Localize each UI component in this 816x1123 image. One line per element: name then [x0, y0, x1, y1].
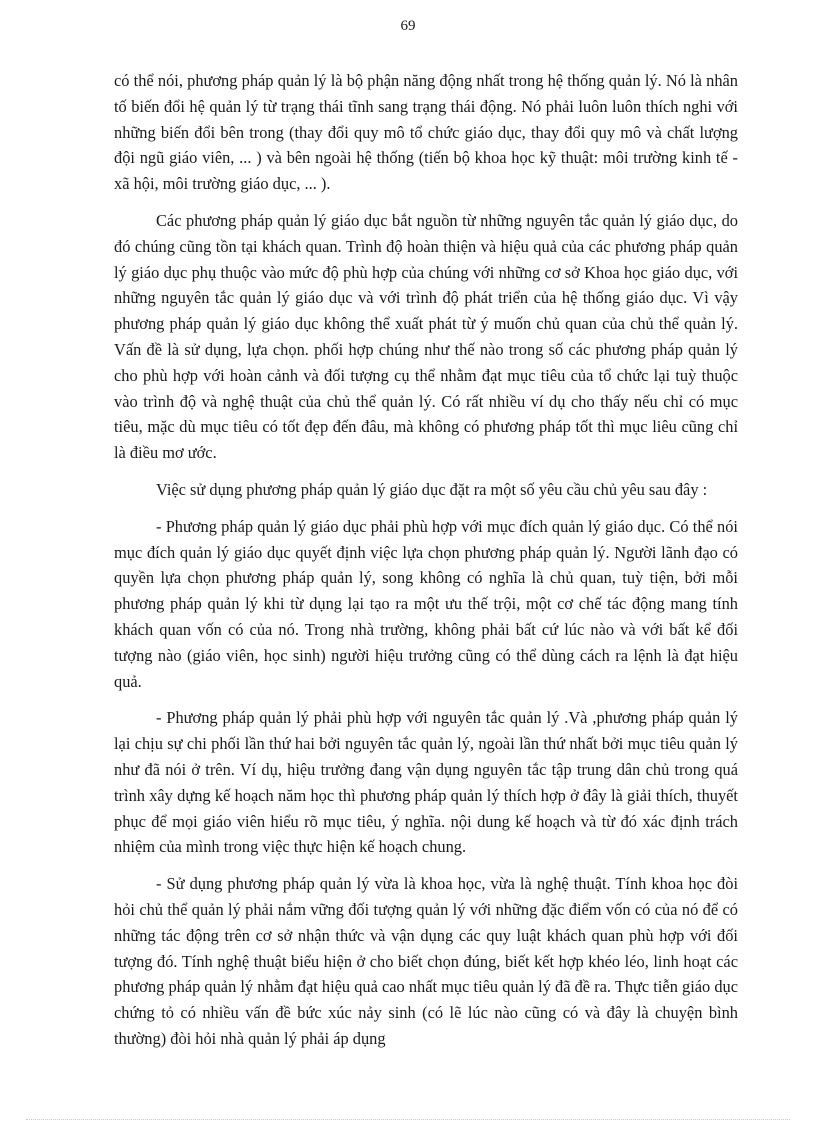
list-item-paragraph: - Phương pháp quản lý phải phù hợp với nguyên tắc quản lý .Và ,phương pháp quản lý lại chịu sự chi phối lần thứ hai bởi nguyên tắc quản lý, ngoài lần thứ nhất bởi mục tiêu quản lý như đã nói ở trên. Ví dụ, hiệu trưởng đang vận dụng nguyên tắc tập trung dân chủ trong quá trình xây dựng kế hoạch năm học thì phương pháp quản lý thích hợp ở đây là giải thích, thuyết phục để mọi giáo viên hiểu rõ mục tiêu, ý nghĩa. nội dung kế hoạch và từ đó xác định trách nhiệm của mình trong việc thực hiện kế hoạch chung. — [114, 708, 738, 857]
paragraph-continuation: có thể nói, phương pháp quản lý là bộ phận năng động nhất trong hệ thống quản lý. Nó là nhân tố biến đổi hệ quản lý từ trạng thái tĩnh sang trạng thái động. Nó phải luôn luôn thích nghi với những biến đổi bên trong (thay đổi quy mô tổ chức giáo dục, thay đổi quy mô và chất lượng đội ngũ giáo viên, ... ) và bên ngoài hệ thống (tiến bộ khoa học kỹ thuật: môi trường kinh tế - xã hội, môi trường giáo dục, ... ). — [114, 71, 738, 194]
page-bottom-divider — [26, 1119, 790, 1120]
list-item-paragraph: - Phương pháp quản lý giáo dục phải phù hợp với mục đích quản lý giáo dục. Có thể nói mục đích quản lý giáo dục quyết định việc lựa chọn phương pháp quản lý. Người lãnh đạo có quyền lựa chọn phương pháp quản lý, song không có nghĩa là chủ quan, tuỳ tiện, bởi mỗi phương pháp quản lý khi từ dụng lại tạo ra một ưu thế trội, một cơ chế tác động mang tính khách quan vốn có của nó. Trong nhà trường, không phải bất cứ lúc nào và với bất kể đối tượng nào (giáo viên, học sinh) người hiệu trưởng cũng có thể dùng cách ra lệnh là đạt hiệu quả. — [114, 516, 738, 691]
page-number: 69 — [400, 18, 416, 34]
list-item-paragraph: - Sử dụng phương pháp quản lý vừa là khoa học, vừa là nghệ thuật. Tính khoa học đòi hỏi chủ thể quản lý phải nắm vững đối tượng quản lý với những đặc điểm vốn có của nó để có những tác động trên cơ sở nhận thức và vận dụng các quy luật khách quan phù hợp với đối tượng đó. Tính nghệ thuật biểu hiện ở cho biết chọn đúng, biết kết hợp khéo léo, linh hoạt các phương pháp quản lý nhằm đạt hiệu quả cao nhất mục tiêu quản lý đã đề ra. Thực tiễn giáo dục chứng tỏ có nhiều vấn đề bức xúc nảy sinh (có lẽ lúc nào cũng có và đây là chuyện bình thường) đòi hỏi nhà quản lý phải áp dụng — [114, 874, 738, 1048]
body-text — [114, 68, 738, 1063]
paragraph: Việc sử dụng phương pháp quản lý giáo dục đặt ra một số yêu cầu chủ yêu sau đây : — [156, 479, 708, 499]
paragraph: Các phương pháp quản lý giáo dục bắt nguồn từ những nguyên tắc quản lý giáo dục, do đó chúng cũng tồn tại khách quan. Trình độ hoàn thiện và hiệu quả của các phương pháp quản lý giáo dục phụ thuộc vào mức độ phù hợp của chúng với những cơ sở Khoa học giáo dục, với những nguyên tắc quản lý giáo dục và với trình độ phát triển của hệ thống giáo dục. Vì vậy phương pháp quản lý giáo dục không thể xuất phát từ ý muốn chủ quan của chủ thể quản lý. Vấn đề là sử dụng, lựa chọn. phối hợp chúng như thế nào trong số các phương pháp quản lý cho phù hợp với hoàn cảnh và đối tượng cụ thể nhằm đạt mục tiêu của tổ chức lại tuỳ thuộc vào trình độ và nghệ thuật của chủ thể quản lý. Có rất nhiều ví dụ cho thấy nếu chỉ có mục tiêu, mặc dù mục tiêu có tốt đẹp đến đâu, mà không có phương pháp tốt thì mục liêu cũng chỉ là điều mơ ước. — [114, 210, 738, 463]
